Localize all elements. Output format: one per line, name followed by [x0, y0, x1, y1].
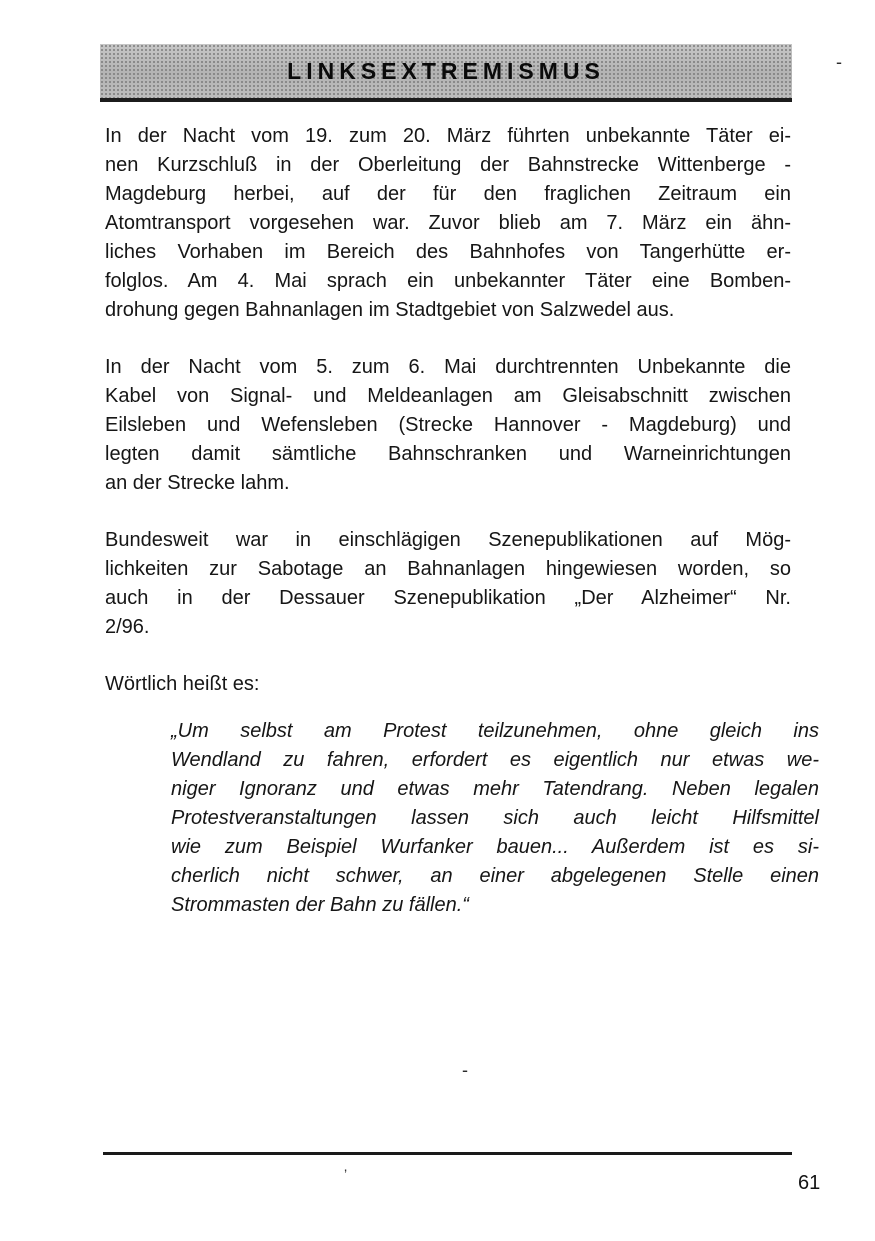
- text-line: Kabel von Signal- und Meldeanlagen am Gleisabschnitt zwischen: [105, 385, 791, 407]
- text-line: folglos. Am 4. Mai sprach ein unbekannter Täter eine Bomben-: [105, 270, 791, 292]
- quote-line: niger Ignoranz und etwas mehr Tatendrang. Neben legalen: [171, 778, 819, 800]
- text-line: auch in der Dessauer Szenepublikation „Der Alzheimer“ Nr.: [105, 587, 791, 609]
- header-band: [100, 44, 792, 102]
- page-title: LINKSEXTREMISMUS: [287, 57, 605, 84]
- quote-line: wie zum Beispiel Wurfanker bauen... Außerdem ist es si-: [171, 836, 819, 858]
- text-line: lichkeiten zur Sabotage an Bahnanlagen hingewiesen worden, so: [105, 558, 791, 580]
- text-line: legten damit sämtliche Bahnschranken und Warneinrichtungen: [105, 443, 791, 465]
- text-line: In der Nacht vom 5. zum 6. Mai durchtrennten Unbekannte die: [105, 356, 791, 378]
- text-line: Eilsleben und Wefensleben (Strecke Hannover - Magdeburg) und: [105, 414, 791, 436]
- quote-line: „Um selbst am Protest teilzunehmen, ohne gleich ins: [171, 720, 819, 742]
- text-line: In der Nacht vom 19. zum 20. März führten unbekannte Täter ei-: [105, 125, 791, 147]
- text-line: an der Strecke lahm.: [105, 472, 290, 494]
- page-number: 61: [798, 1172, 821, 1194]
- paragraph: [105, 353, 791, 498]
- quote-line: cherlich nicht schwer, an einer abgelegenen Stelle einen: [171, 865, 819, 887]
- body-text: [105, 122, 819, 920]
- text-line: Bundesweit war in einschlägigen Szenepublikationen auf Mög-: [105, 529, 791, 551]
- quote-line: Strommasten der Bahn zu fällen.“: [171, 894, 469, 916]
- quote-lead-in: Wörtlich heißt es:: [105, 673, 260, 695]
- text-line: Atomtransport vorgesehen war. Zuvor blieb am 7. März ein ähn-: [105, 212, 791, 234]
- scan-artifact-dash: -: [462, 1060, 468, 1080]
- text-line: 2/96.: [105, 616, 150, 638]
- footer-rule: [103, 1152, 792, 1155]
- quote-line: Protestveranstaltungen lassen sich auch leicht Hilfsmittel: [171, 807, 819, 829]
- quote-block: [171, 717, 819, 920]
- scan-artifact-mark: ’: [344, 1166, 348, 1182]
- scan-artifact-dash: -: [836, 52, 842, 72]
- quote-line: Wendland zu fahren, erfordert es eigentlich nur etwas we-: [171, 749, 819, 771]
- paragraph: [105, 122, 791, 325]
- paragraph: [105, 526, 791, 642]
- text-line: Magdeburg herbei, auf der für den fraglichen Zeitraum ein: [105, 183, 791, 205]
- text-line: liches Vorhaben im Bereich des Bahnhofes von Tangerhütte er-: [105, 241, 791, 263]
- text-line: nen Kurzschluß in der Oberleitung der Bahnstrecke Wittenberge -: [105, 154, 791, 176]
- text-line: drohung gegen Bahnanlagen im Stadtgebiet von Salzwedel aus.: [105, 299, 675, 321]
